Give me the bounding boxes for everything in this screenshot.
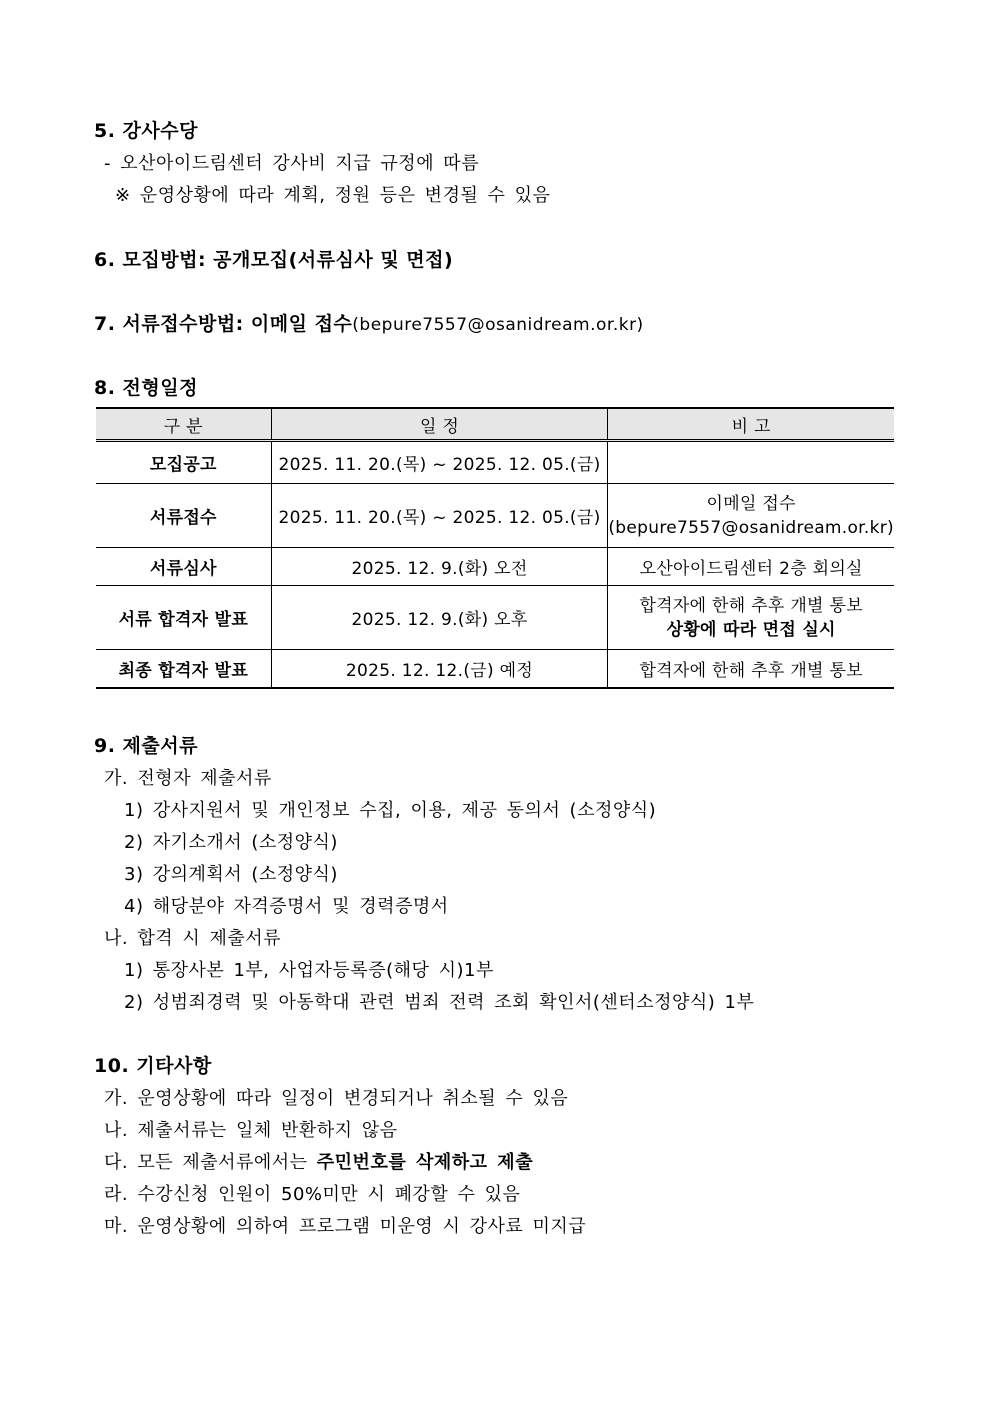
list-item-emphasis: 주민번호를 삭제하고 제출 [316, 1152, 534, 1173]
section-8-title: 8. 전형일정 [94, 377, 198, 399]
list-item: 1) 통장사본 1부, 사업자등록증(해당 시)1부 [124, 960, 494, 981]
list-item: 1) 강사지원서 및 개인정보 수집, 이용, 제공 동의서 (소정양식) [124, 800, 657, 821]
row-category: 모집공고 [96, 441, 271, 484]
row-note-line-1: 이메일 접수 [706, 493, 796, 514]
row-note [608, 586, 894, 650]
list-item: 3) 강의계획서 (소정양식) [124, 864, 338, 885]
row-note [608, 441, 894, 484]
table-row [96, 484, 894, 548]
row-note-line-1: 합격자에 한해 추후 개별 통보 [639, 595, 863, 616]
header-date: 일 정 [271, 408, 608, 441]
list-item: 2) 자기소개서 (소정양식) [124, 832, 338, 853]
table-row [96, 650, 894, 688]
row-note-line-2: 상황에 따라 면접 실시 [666, 619, 836, 640]
row-note: 합격자에 한해 추후 개별 통보 [608, 650, 894, 688]
row-date: 2025. 11. 20.(목) ~ 2025. 12. 05.(금) [271, 441, 608, 484]
row-note [608, 484, 894, 548]
section-6-title: 6. 모집방법: 공개모집(서류심사 및 면접) [94, 249, 454, 271]
row-note-line-2: (bepure7557@osanidream.or.kr) [608, 517, 894, 538]
row-category: 서류 합격자 발표 [96, 586, 271, 650]
row-category: 최종 합격자 발표 [96, 650, 271, 688]
table-row [96, 441, 894, 484]
section-9-title: 9. 제출서류 [94, 735, 198, 757]
row-date: 2025. 11. 20.(목) ~ 2025. 12. 05.(금) [271, 484, 608, 548]
header-category: 구 분 [96, 408, 271, 441]
section-7-email: (bepure7557@osanidream.or.kr) [352, 315, 644, 335]
row-date: 2025. 12. 12.(금) 예정 [271, 650, 608, 688]
list-item [104, 1148, 533, 1174]
list-item: 가. 운영상황에 따라 일정이 변경되거나 취소될 수 있음 [104, 1088, 569, 1109]
list-item: 라. 수강신청 인원이 50%미만 시 폐강할 수 있음 [104, 1184, 521, 1205]
row-category: 서류심사 [96, 548, 271, 586]
row-date: 2025. 12. 9.(화) 오후 [271, 586, 608, 650]
header-note: 비 고 [608, 408, 894, 441]
list-item-text: 다. 모든 제출서류에서는 [104, 1152, 317, 1173]
section-10-title: 10. 기타사항 [94, 1055, 212, 1077]
section-5-line-1: - 오산아이드림센터 강사비 지급 규정에 따름 [104, 153, 480, 174]
schedule-table [96, 407, 894, 689]
table-row [96, 586, 894, 650]
list-item: 4) 해당분야 자격증명서 및 경력증명서 [124, 896, 449, 917]
section-9-sub-a: 가. 전형자 제출서류 [104, 768, 272, 789]
row-note: 오산아이드림센터 2층 회의실 [608, 548, 894, 586]
section-5-title: 5. 강사수당 [94, 120, 198, 142]
list-item: 2) 성범죄경력 및 아동학대 관련 범죄 전력 조회 확인서(센터소정양식) 1부 [124, 992, 755, 1013]
list-item: 마. 운영상황에 의하여 프로그램 미운영 시 강사료 미지급 [104, 1216, 587, 1237]
list-item: 나. 제출서류는 일체 반환하지 않음 [104, 1120, 398, 1141]
row-date: 2025. 12. 9.(화) 오전 [271, 548, 608, 586]
section-9-sub-b: 나. 합격 시 제출서류 [104, 928, 281, 949]
section-7-title [94, 309, 644, 336]
section-5-note: ※ 운영상황에 따라 계획, 정원 등은 변경될 수 있음 [115, 185, 551, 206]
section-7-label: 7. 서류접수방법: 이메일 접수 [94, 313, 353, 335]
row-category: 서류접수 [96, 484, 271, 548]
schedule-header-row [96, 408, 894, 441]
table-row [96, 548, 894, 586]
